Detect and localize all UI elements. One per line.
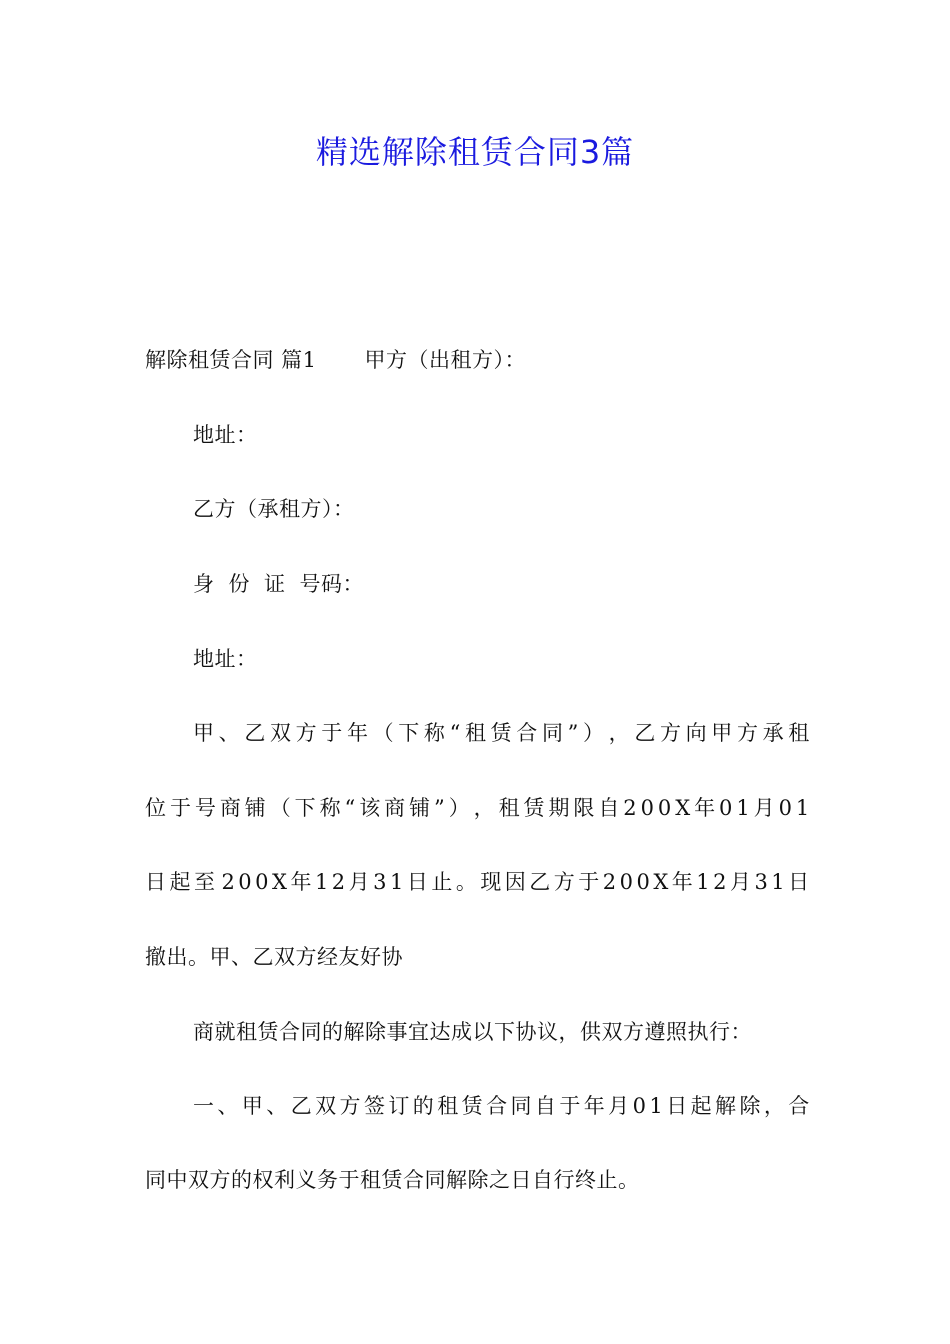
paragraph-line: 位 于 号 商 铺 （ 下 称 “ 该 商 铺 ” ） ， 租 赁 期 限 自 2 0 0 X 年 0 1 月 0 1 — [145, 796, 810, 820]
paragraph-line: 甲 、 乙 双 方 于 年 （ 下 称 “ 租 赁 合 同 ” ） ， 乙 方 向 甲 方 承 租 — [193, 721, 810, 745]
party-a-address-label: 地址： — [193, 423, 258, 447]
id-number-label: 身 份 证 号码： — [193, 572, 364, 596]
clause-line: 一 、 甲 、 乙 双 方 签 订 的 租 赁 合 同 自 于 年 月 0 1 日 起 解 除 ， 合 — [193, 1094, 810, 1118]
section-heading: 解除租赁合同 篇1 — [145, 348, 317, 372]
section-heading-line — [145, 345, 810, 375]
paragraph-line: 撤出。甲、乙双方经友好协 — [145, 945, 403, 969]
party-b-label: 乙方（承租方）： — [193, 497, 355, 521]
document-title: 精选解除租赁合同3篇 — [315, 133, 635, 171]
party-b-address-label: 地址： — [193, 647, 258, 671]
paragraph-line: 商就租赁合同的解除事宜达成以下协议，供双方遵照执行： — [193, 1020, 752, 1044]
clause-line: 同中双方的权利义务于租赁合同解除之日自行终止。 — [145, 1168, 640, 1192]
party-a-label: 甲方（出租方）： — [364, 348, 527, 372]
paragraph-line: 日 起 至 2 0 0 X 年 1 2 月 3 1 日 止 。 现 因 乙 方 于 2 0 0 X 年 1 2 月 3 1 日 — [145, 870, 810, 894]
